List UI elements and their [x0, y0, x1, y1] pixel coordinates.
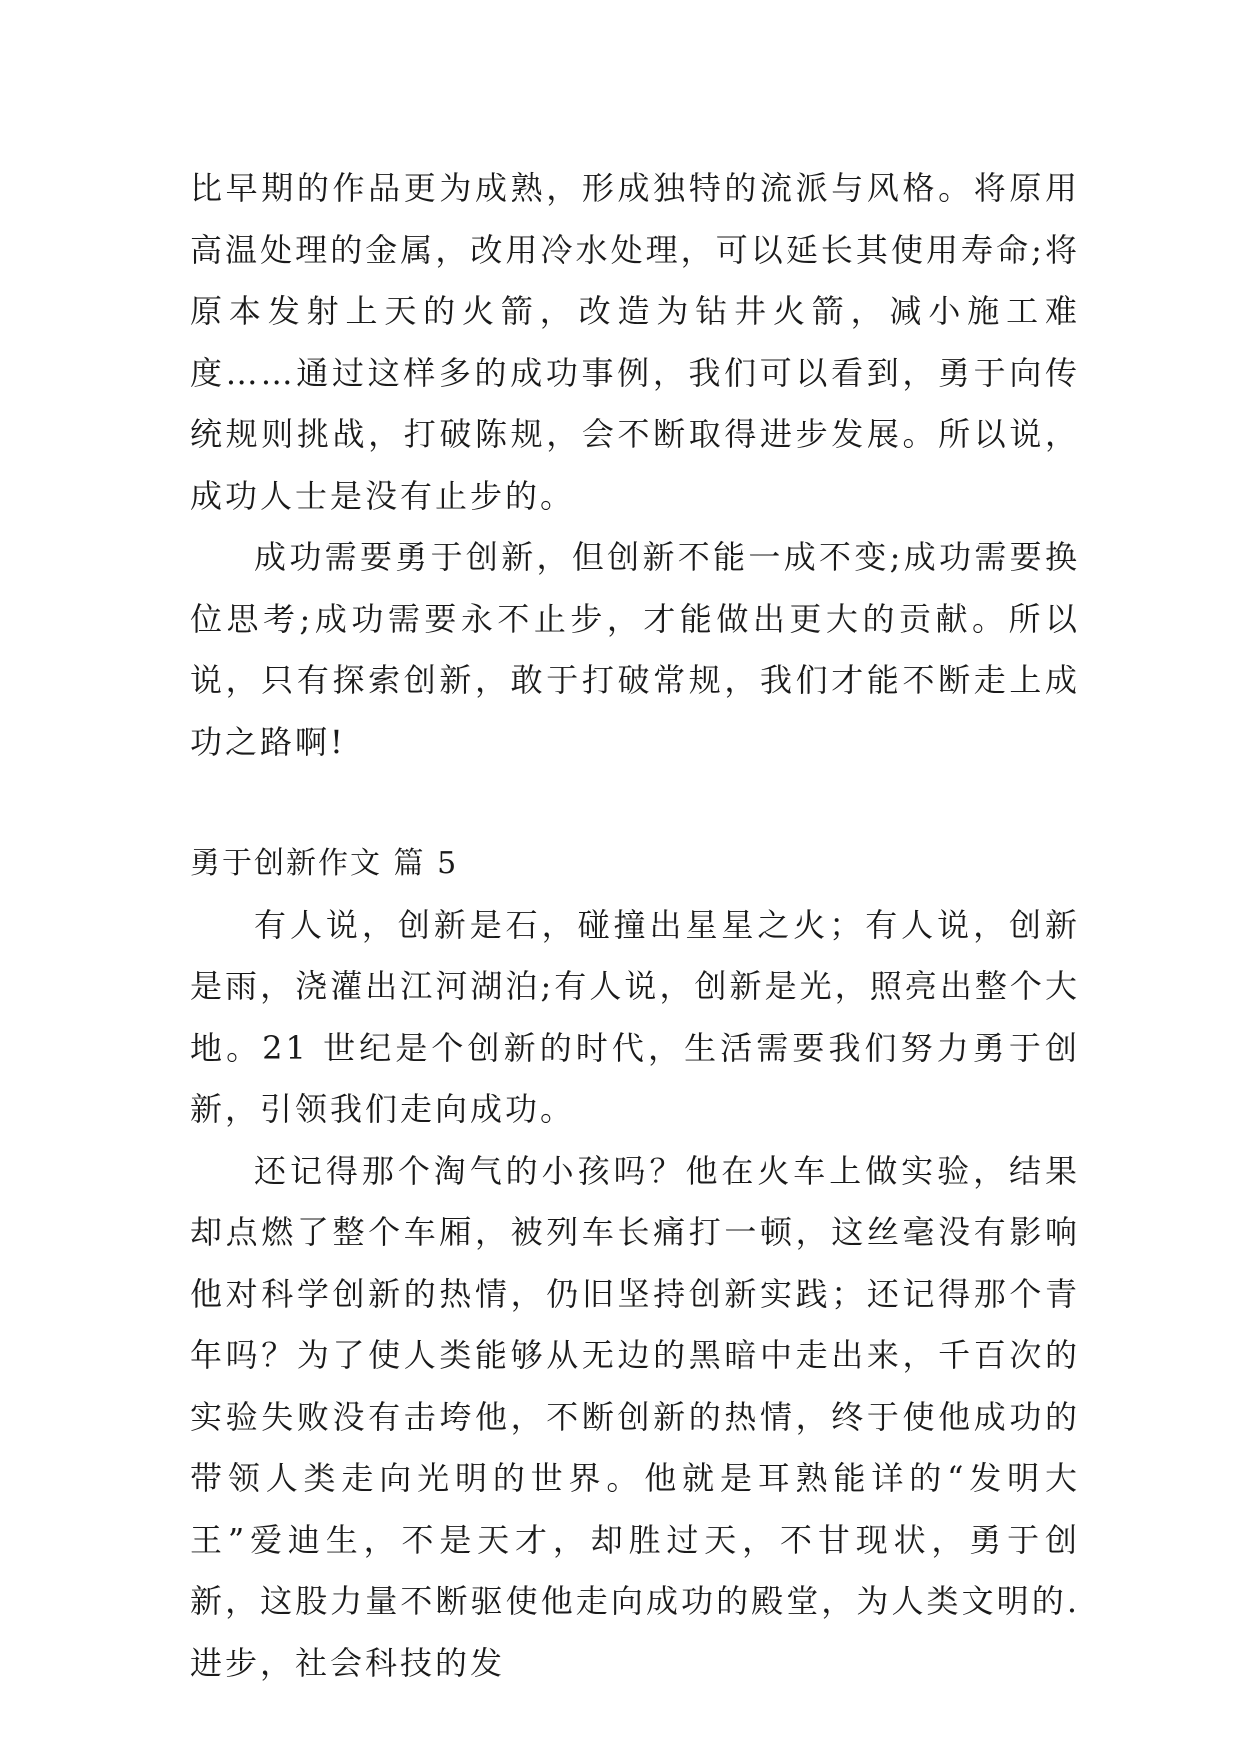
- section-spacer: [190, 773, 1080, 833]
- paragraph-continuation: 比早期的作品更为成熟，形成独特的流派与风格。将原用高温处理的金属，改用冷水处理，可以延长其使用寿命;将原本发射上天的火箭，改造为钻井火箭，减小施工难度……通过这样多的成功事例，我们可以看到，勇于向传统规则挑战，打破陈规，会不断取得进步发展。所以说，成功人士是没有止步的。: [190, 169, 1080, 515]
- document-body: [190, 158, 1080, 1694]
- section-title: 勇于创新作文 篇 5: [190, 846, 459, 881]
- paragraph-conclusion: 成功需要勇于创新，但创新不能一成不变;成功需要换位思考;成功需要永不止步，才能做出更大的贡献。所以说，只有探索创新，敢于打破常规，我们才能不断走上成功之路啊!: [190, 538, 1080, 761]
- paragraph-edison: 还记得那个淘气的小孩吗？他在火车上做实验，结果却点燃了整个车厢，被列车长痛打一顿，这丝毫没有影响他对科学创新的热情，仍旧坚持创新实践；还记得那个青年吗？为了使人类能够从无边的黑暗中走出来，千百次的实验失败没有击垮他，不断创新的热情，终于使他成功的带领人类走向光明的世界。他就是耳熟能详的“发明大王”爱迪生，不是天才，却胜过天，不甘现状，勇于创新，这股力量不断驱使他走向成功的殿堂，为人类文明的.进步，社会科技的发: [190, 1151, 1080, 1682]
- paragraph-intro: 有人说，创新是石，碰撞出星星之火；有人说，创新是雨，浇灌出江河湖泊;有人说，创新是光，照亮出整个大地。21 世纪是个创新的时代，生活需要我们努力勇于创新，引领我们走向成功。: [190, 905, 1080, 1128]
